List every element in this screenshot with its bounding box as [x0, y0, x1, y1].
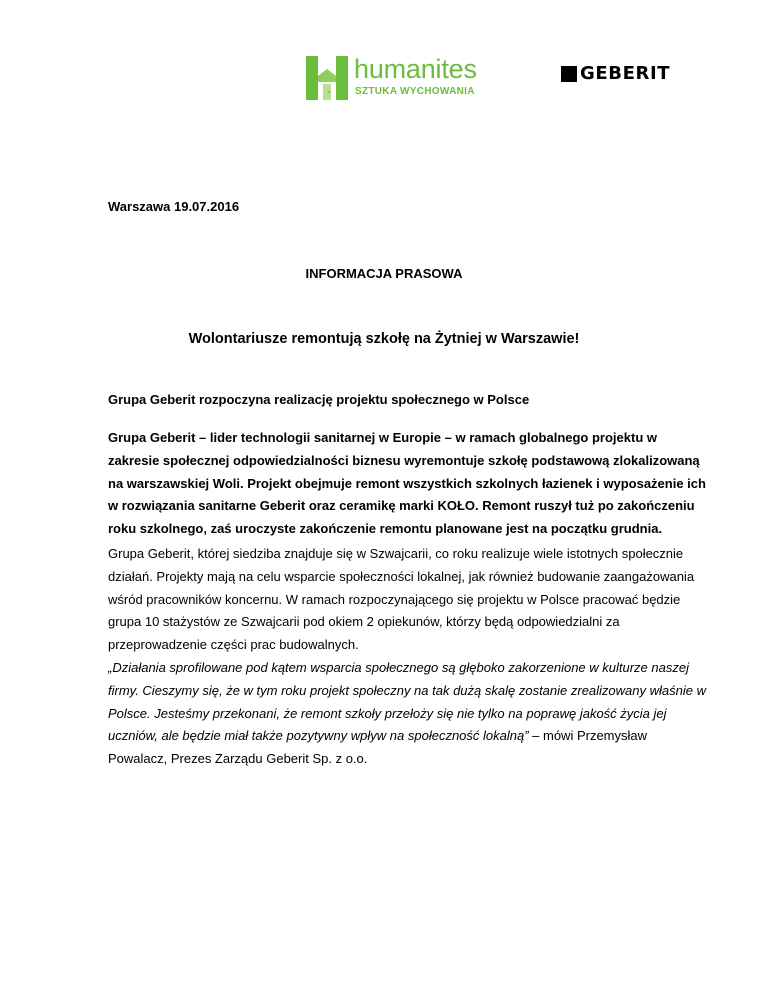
- subheading: Grupa Geberit rozpoczyna realizację projektu społecznego w Polsce: [108, 392, 530, 407]
- humanites-house-icon: [306, 56, 348, 100]
- date-line: Warszawa 19.07.2016: [108, 199, 240, 214]
- logo-bar: [0, 50, 768, 110]
- geberit-square-icon: [561, 66, 577, 82]
- quote-text: „Działania sprofilowane pod kątem wsparcia społecznego są głęboko zakorzenione w kulturze naszej firmy. Cieszymy się, że w tym roku projekt społeczny na tak dużą skalę zostanie zrealizowany właśnie w Polsce. Jesteśmy przekonani, że remont szkoły przełoży się nie tylko na poprawę jakość życia jej uczniów, ale będzie miał także pozytywny wpływ na społeczność lokalną”: [108, 660, 706, 744]
- body-paragraph: Grupa Geberit, której siedziba znajduje się w Szwajcarii, co roku realizuje wiele istotnych społecznie działań. Projekty mają na celu wsparcie społeczności lokalnej, jak również budowanie zaangażowania wśród pracowników koncernu. W ramach rozpoczynającego się projektu w Polsce pracować będzie grupa 10 stażystów ze Szwajcarii pod okiem 2 opiekunów, którzy będą odpowiedzialni za przeprowadzenie części prac budowalnych.: [108, 546, 695, 653]
- quote-paragraph: [108, 657, 708, 771]
- humanites-logo: [306, 56, 496, 104]
- quote-attribution: – mówi Przemysław Powalacz, Prezes Zarządu Geberit Sp. z o.o.: [108, 728, 648, 767]
- press-release-label: INFORMACJA PRASOWA: [305, 266, 463, 281]
- humanites-wordmark: humanites: [354, 54, 477, 84]
- geberit-wordmark: GEBERIT: [580, 63, 671, 84]
- humanites-tagline: SZTUKA WYCHOWANIA: [355, 86, 475, 97]
- lead-paragraph: Grupa Geberit – lider technologii sanitarnej w Europie – w ramach globalnego projektu w zakresie społecznej odpowiedzialności biznesu wyremontuje szkołę podstawową zlokalizowaną na warszawskiej Woli. Projekt obejmuje remont wszystkich szkolnych łazienek i wyposażenie ich w rozwiązania sanitarne Geberit oraz ceramikę marki KOŁO. Remont ruszył tuż po zakończeniu roku szkolnego, zaś uroczyste zakończenie remontu planowane jest na początku grudnia.: [108, 430, 706, 537]
- headline: Wolontariusze remontują szkołę na Żytniej w Warszawie!: [188, 331, 580, 347]
